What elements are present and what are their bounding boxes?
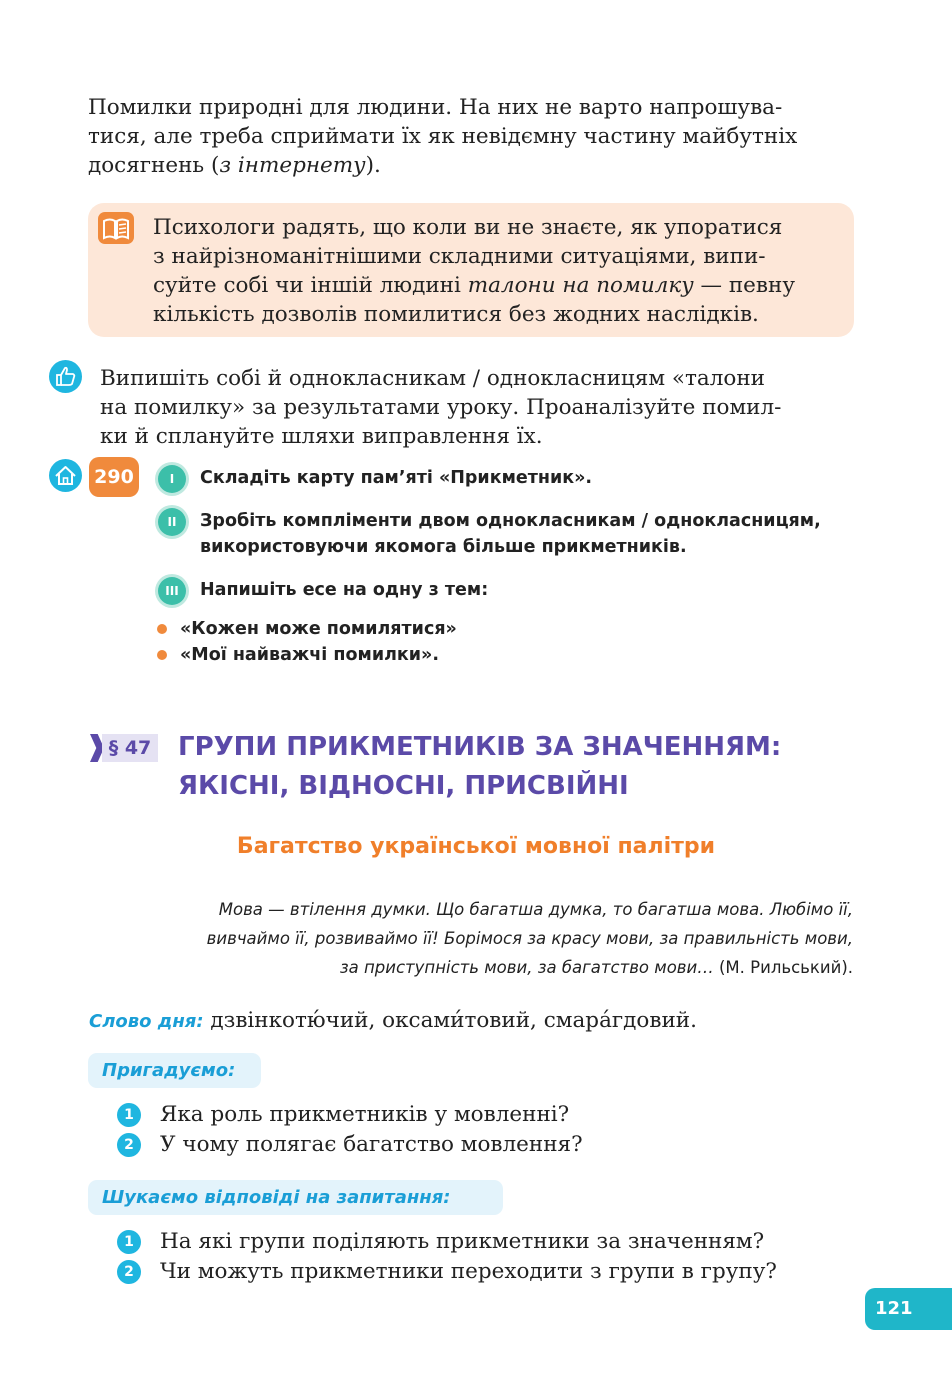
question-number: 1 — [117, 1103, 141, 1127]
explore-question: Чи можуть прикметники переходити з групи в групу? — [160, 1259, 777, 1284]
question-number: 2 — [117, 1133, 141, 1157]
epigraph — [100, 895, 853, 982]
level-badge-3: III — [158, 577, 186, 605]
reflection-line: Випишіть собі й однокласникам / однокласницям «талони — [100, 366, 765, 391]
intro-text: досягнень ( — [88, 153, 220, 178]
tip-text-part: суйте собі чи іншій людині — [153, 273, 468, 298]
recall-question: У чому полягає багатство мовлення? — [160, 1132, 583, 1157]
essay-topic: «Кожен може помилятися» — [180, 619, 457, 639]
section-title-line: ГРУПИ ПРИКМЕТНИКІВ ЗА ЗНАЧЕННЯМ: — [178, 732, 782, 762]
thumbs-up-icon — [49, 360, 82, 393]
tip-line — [153, 271, 843, 300]
tip-text — [153, 213, 843, 329]
reflection-line: на помилку» за результатами уроку. Проаналізуйте помил- — [100, 395, 782, 420]
epigraph-text: за приступність мови, за багатство мови… — [339, 958, 719, 977]
tip-line: кількість дозволів помилитися без жодних наслідків. — [153, 302, 759, 327]
explore-question: На які групи поділяють прикметники за значенням? — [160, 1229, 765, 1254]
epigraph-line — [100, 953, 853, 982]
epigraph-author: (М. Рильський). — [719, 958, 853, 977]
intro-line — [88, 151, 858, 180]
question-number: 2 — [117, 1260, 141, 1284]
section-title — [178, 728, 838, 806]
page-number: 121 — [865, 1288, 952, 1330]
epigraph-line: Мова — втілення думки. Що багатша думка, то багатша мова. Любімо її, — [218, 900, 853, 919]
tip-line: Психологи радять, що коли ви не знаєте, як упоратися — [153, 215, 783, 240]
word-of-day — [89, 1006, 869, 1036]
section-subtitle: Багатство української мовної палітри — [236, 834, 716, 859]
intro-text: ). — [365, 153, 381, 178]
level-task-3 — [200, 577, 860, 603]
level-task-line: Напишіть есе на одну з тем: — [200, 580, 489, 600]
intro-source: з інтернету — [219, 153, 366, 178]
epigraph-line: вивчаймо її, розвиваймо її! Борімося за красу мови, за правильність мови, — [206, 929, 853, 948]
essay-topic: «Мої найважчі помилки». — [180, 645, 439, 665]
level-task-line: Складіть карту пам’яті «Прикметник». — [200, 468, 593, 488]
level-badge-2: II — [158, 508, 186, 536]
intro-paragraph — [88, 93, 858, 180]
section-number: § 47 — [102, 734, 158, 762]
bullet-dot — [157, 650, 167, 660]
level-task-line: Зробіть компліменти двом однокласникам / однокласницям, — [200, 511, 821, 531]
recall-question: Яка роль прикметників у мовленні? — [160, 1102, 570, 1127]
home-icon — [49, 459, 82, 492]
book-icon — [98, 212, 134, 244]
level-task-2 — [200, 508, 860, 560]
word-of-day-label: Слово дня: — [89, 1011, 204, 1032]
intro-line: Помилки природні для людини. На них не варто напрошува- — [88, 95, 783, 120]
level-task-line: використовуючи якомога більше прикметників. — [200, 537, 687, 557]
level-badge-1: I — [158, 465, 186, 493]
recall-label: Пригадуємо: — [88, 1053, 261, 1088]
tip-emphasis: талони на помилку — [467, 273, 694, 298]
tip-line: з найрізноманітнішими складними ситуаціями, випи- — [153, 244, 766, 269]
intro-line: тися, але треба сприймати їх як невідємну частину майбутніх — [88, 124, 798, 149]
reflection-task — [100, 364, 858, 451]
level-task-1 — [200, 465, 860, 491]
section-title-line: ЯКІСНІ, ВІДНОСНІ, ПРИСВІЙНІ — [178, 771, 629, 801]
exercise-number-badge: 290 — [89, 457, 139, 497]
question-number: 1 — [117, 1230, 141, 1254]
word-of-day-words: дзвінкотю́чий, оксами́товий, смара́гдовий. — [203, 1008, 697, 1033]
bullet-dot — [157, 624, 167, 634]
explore-label: Шукаємо відповіді на запитання: — [88, 1180, 503, 1215]
tip-text-part: — певну — [693, 273, 795, 298]
reflection-line: ки й сплануйте шляхи виправлення їх. — [100, 424, 543, 449]
